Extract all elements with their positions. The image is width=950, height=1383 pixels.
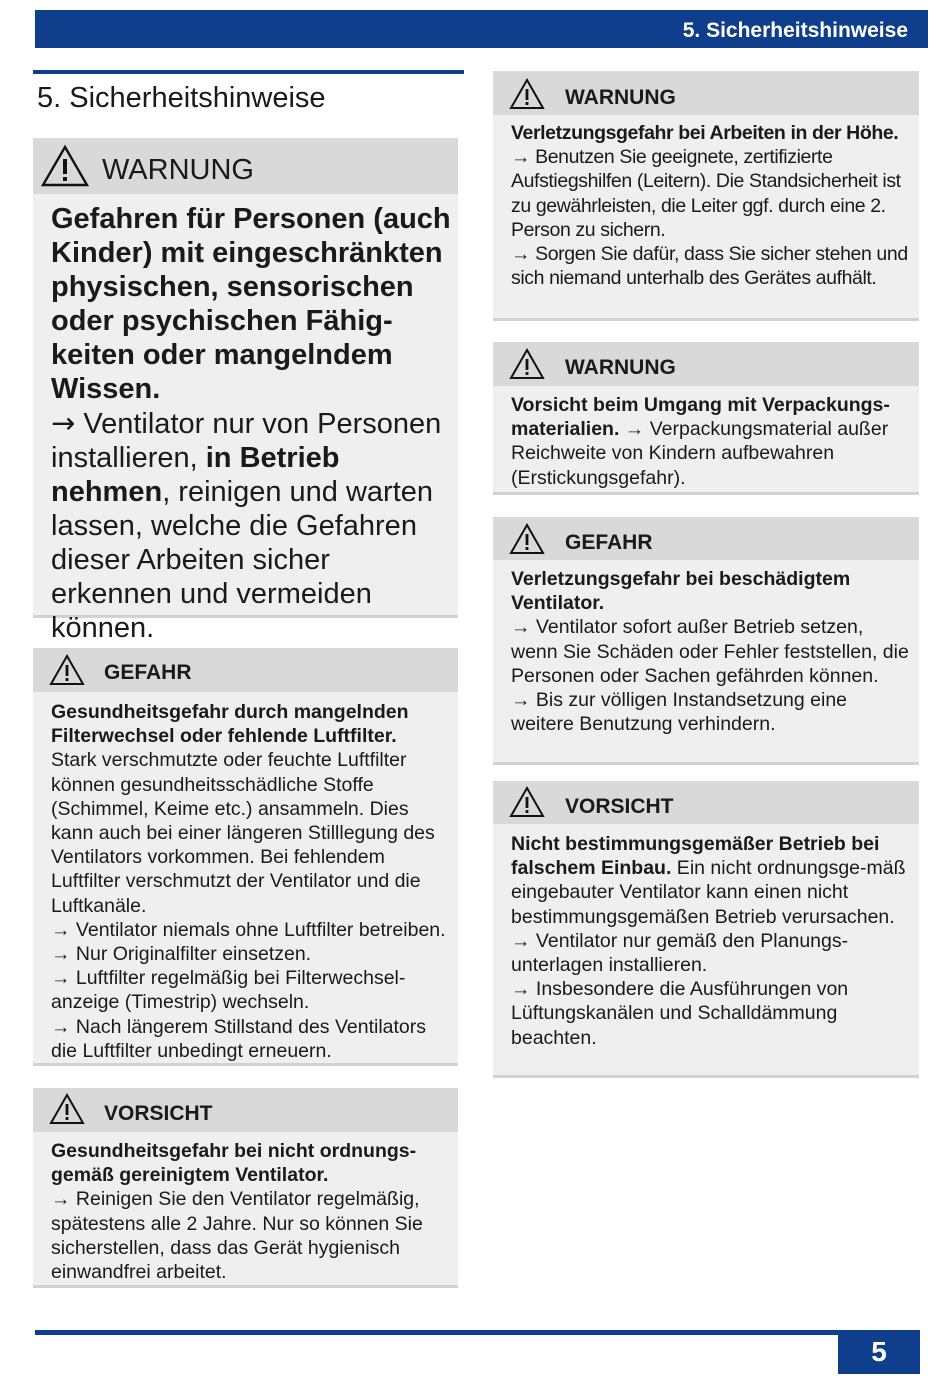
header-title: 5. Sicherheitshinweise [682, 19, 908, 42]
section-title: 5. Sicherheitshinweise [37, 82, 326, 114]
list-item: → Insbesondere die Ausführungen von Lüftungskanälen und Schalldämmung beachten. [511, 978, 849, 1049]
list-item: → Luftfilter regelmäßig bei Filterwechsel-anzeige (Timestrip) wechseln. [51, 967, 406, 1014]
box-text [511, 393, 915, 490]
box-body [33, 692, 458, 1063]
danger-box-filter [33, 648, 458, 1066]
box-title: Verletzungsgefahr bei beschädigtem Ventilator. [511, 568, 851, 615]
list-item: → Ventilator niemals ohne Luftfilter betreiben. [51, 918, 446, 941]
warning-box-persons [33, 138, 458, 644]
list-item: → Ventilator sofort außer Betrieb setzen, wenn Sie Schäden oder Fehler feststellen, die Personen oder Sachen gefährden können. [511, 616, 909, 687]
box-text: Stark verschmutzte oder feuchte Luftfilter können gesundheitsschädliche Stoffe (Schimmel, Keime etc.) ansammeln. Dies kann auch bei einer längeren Stilllegung des Ventilators vorkommen. Bei fehlendem Luftfilter verschmutzt der Ventilator und die Luftkanäle. [51, 749, 435, 917]
warning-triangle-icon [49, 654, 85, 686]
box-label: VORSICHT [104, 1102, 213, 1125]
list-item: → Benutzen Sie geeignete, zertifizierte Aufstiegshilfen (Leitern). Die Standsicherheit ist zu gewährleisten, die Leiter ggf. durch eine 2. Person zu sichern. [511, 146, 901, 241]
box-header [33, 138, 458, 194]
box-body [493, 560, 919, 736]
warning-box-height [493, 71, 919, 321]
box-title: Gesundheitsgefahr bei nicht ordnungs-gemäß gereinigtem Ventilator. [51, 1140, 417, 1187]
box-label: WARNUNG [565, 356, 676, 379]
warning-box-packaging [493, 342, 919, 495]
warning-triangle-icon [40, 144, 90, 188]
section-rule [33, 70, 464, 74]
box-text [51, 406, 454, 645]
box-label: WARNUNG [565, 86, 676, 109]
box-title: Verletzungsgefahr bei Arbeiten in der Höhe. [511, 122, 899, 144]
box-title: Gefahren für Personen (auch Kinder) mit eingeschränkten physischen, sensorischen oder psychischen Fähig-keiten oder mangelndem Wissen. [51, 203, 451, 405]
caution-box-cleaning [33, 1088, 458, 1288]
text-part: Ein nicht ordnungsge-mäß eingebauter Ventilator kann einen nicht bestimmungsgemäßen Betrieb verursachen. [511, 857, 906, 928]
box-body [33, 1132, 458, 1284]
box-title: Gesundheitsgefahr durch mangelnden Filterwechsel oder fehlende Luftfilter. [51, 701, 409, 748]
warning-triangle-icon [509, 78, 545, 110]
caution-box-installation [493, 781, 919, 1078]
box-label: WARNUNG [102, 154, 254, 186]
list-item: → Nur Originalfilter einsetzen. [51, 943, 312, 966]
text-bold: in Betrieb nehmen [51, 442, 340, 508]
warning-triangle-icon [49, 1093, 85, 1125]
box-label: VORSICHT [565, 795, 674, 818]
box-body [33, 194, 458, 645]
text-part: , reinigen und warten lassen, welche die Gefahren dieser Arbeiten sicher erkennen und vermeiden können. [51, 476, 434, 644]
box-label: GEFAHR [104, 661, 192, 684]
box-body [493, 115, 919, 290]
warning-triangle-icon [509, 348, 545, 380]
list-item: → Nach längerem Stillstand des Ventilators die Luftfilter unbedingt erneuern. [51, 1015, 427, 1062]
arrow-icon: → [51, 406, 76, 440]
list-item: → Ventilator nur gemäß den Planungs-unterlagen installieren. [511, 929, 849, 977]
box-text [511, 832, 915, 929]
box-body [493, 386, 919, 490]
warning-triangle-icon [509, 786, 545, 818]
box-header [493, 517, 919, 560]
footer-bar [35, 1330, 838, 1335]
danger-box-damaged [493, 517, 919, 765]
text-part: → Verpackungsmaterial außer Reichweite von Kindern aufbewahren (Erstickungsgefahr). [511, 418, 889, 489]
list-item: → Sorgen Sie dafür, dass Sie sicher stehen und sich niemand unterhalb des Gerätes aufhält. [511, 243, 908, 290]
page-number: 5 [838, 1330, 920, 1374]
box-title: Vorsicht beim Umgang mit Verpackungs-materialien. [511, 394, 890, 441]
box-header [493, 71, 919, 115]
text-part: Ventilator nur von Personen installieren, [51, 408, 442, 474]
box-header [493, 342, 919, 386]
box-header [33, 648, 458, 692]
warning-triangle-icon [509, 523, 545, 555]
list-item: → Bis zur völligen Instandsetzung eine weitere Benutzung verhindern. [511, 689, 848, 736]
box-body [493, 824, 919, 1050]
box-title: Nicht bestimmungsgemäßer Betrieb bei falschem Einbau. [511, 833, 880, 880]
box-text: → Reinigen Sie den Ventilator regelmäßig, spätestens alle 2 Jahre. Nur so können Sie sicherstellen, dass das Gerät hygienisch einwandfrei arbeitet. [51, 1188, 423, 1284]
box-label: GEFAHR [565, 531, 653, 554]
box-header [33, 1088, 458, 1132]
header-bar [35, 10, 928, 48]
box-header [493, 781, 919, 824]
